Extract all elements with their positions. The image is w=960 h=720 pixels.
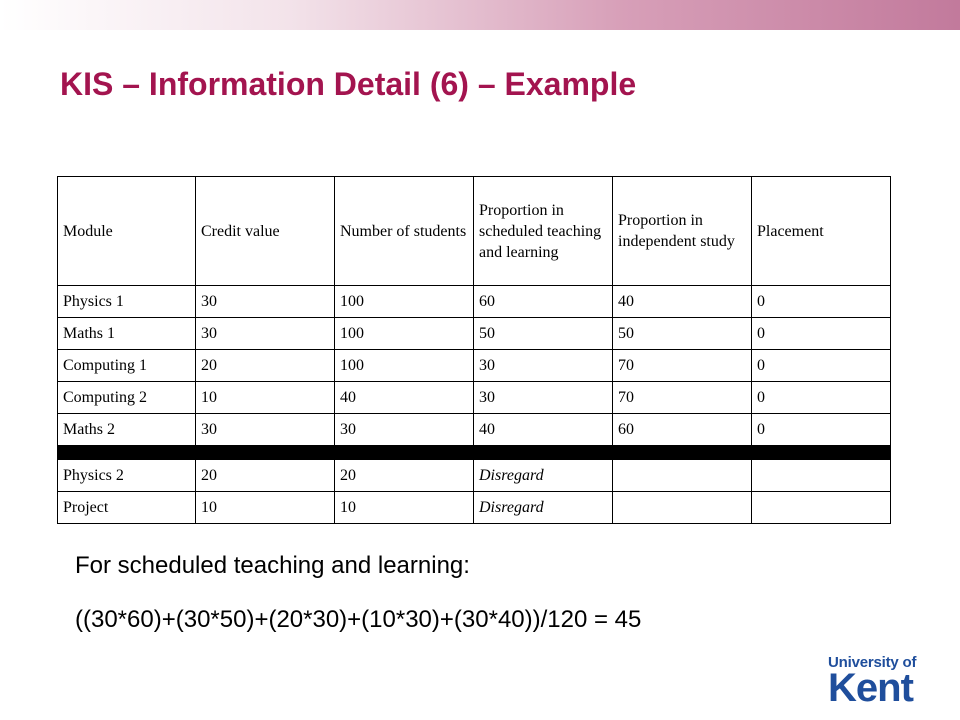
table-cell bbox=[613, 460, 752, 492]
table-row bbox=[58, 318, 891, 350]
table-cell: 100 bbox=[335, 318, 474, 350]
table-cell: 10 bbox=[196, 492, 335, 524]
table-cell: 20 bbox=[335, 460, 474, 492]
table-cell: 30 bbox=[474, 350, 613, 382]
table-cell: Project bbox=[58, 492, 196, 524]
table-row-excluded bbox=[58, 460, 891, 492]
header-placement: Placement bbox=[752, 177, 891, 286]
table-cell bbox=[752, 492, 891, 524]
table-cell-disregard: Disregard bbox=[474, 460, 613, 492]
table-cell: 50 bbox=[474, 318, 613, 350]
table-cell: 30 bbox=[196, 318, 335, 350]
header-proportion-scheduled: Proportion in scheduled teaching and learning bbox=[474, 177, 613, 286]
table-cell: 70 bbox=[613, 382, 752, 414]
table-cell: 20 bbox=[196, 460, 335, 492]
header-credit-value: Credit value bbox=[196, 177, 335, 286]
table-cell: 40 bbox=[474, 414, 613, 446]
table-row bbox=[58, 350, 891, 382]
slide-title: KIS – Information Detail (6) – Example bbox=[60, 66, 637, 102]
table-cell: 100 bbox=[335, 350, 474, 382]
table-cell bbox=[613, 492, 752, 524]
table-cell: 10 bbox=[196, 382, 335, 414]
table-row-excluded bbox=[58, 492, 891, 524]
table-cell: 0 bbox=[752, 318, 891, 350]
table-cell: 40 bbox=[613, 286, 752, 318]
table-cell: 0 bbox=[752, 350, 891, 382]
header-proportion-independent: Proportion in independent study bbox=[613, 177, 752, 286]
table-cell: 60 bbox=[613, 414, 752, 446]
table-separator-bar bbox=[58, 446, 891, 460]
header-module: Module bbox=[58, 177, 196, 286]
table-cell: Maths 2 bbox=[58, 414, 196, 446]
table-cell bbox=[752, 460, 891, 492]
table-cell: 30 bbox=[196, 286, 335, 318]
table-cell: 30 bbox=[335, 414, 474, 446]
table-cell: 40 bbox=[335, 382, 474, 414]
header-number-of-students: Number of students bbox=[335, 177, 474, 286]
table-row bbox=[58, 286, 891, 318]
table-cell: 0 bbox=[752, 286, 891, 318]
table-cell: 30 bbox=[196, 414, 335, 446]
table-cell: 10 bbox=[335, 492, 474, 524]
table-cell: Physics 1 bbox=[58, 286, 196, 318]
table-cell-disregard: Disregard bbox=[474, 492, 613, 524]
top-gradient-band bbox=[0, 0, 960, 30]
table-cell: 100 bbox=[335, 286, 474, 318]
table-cell: 70 bbox=[613, 350, 752, 382]
table-cell: 0 bbox=[752, 414, 891, 446]
separator-cell bbox=[58, 446, 891, 460]
table-cell: 20 bbox=[196, 350, 335, 382]
table-row bbox=[58, 414, 891, 446]
calculation-formula: ((30*60)+(30*50)+(20*30)+(10*30)+(30*40))/120 = 45 bbox=[75, 606, 642, 633]
table-cell: Computing 1 bbox=[58, 350, 196, 382]
university-of-kent-logo bbox=[828, 654, 948, 710]
table-header-row bbox=[58, 177, 891, 286]
calculation-label: For scheduled teaching and learning: bbox=[75, 552, 470, 579]
table-cell: 60 bbox=[474, 286, 613, 318]
table-cell: Maths 1 bbox=[58, 318, 196, 350]
module-table bbox=[57, 176, 891, 524]
logo-line-2: Kent bbox=[828, 666, 913, 710]
table-cell: Physics 2 bbox=[58, 460, 196, 492]
table-cell: Computing 2 bbox=[58, 382, 196, 414]
logo-line-1: University of bbox=[828, 654, 917, 671]
table-row bbox=[58, 382, 891, 414]
table-cell: 50 bbox=[613, 318, 752, 350]
table-cell: 30 bbox=[474, 382, 613, 414]
table-cell: 0 bbox=[752, 382, 891, 414]
